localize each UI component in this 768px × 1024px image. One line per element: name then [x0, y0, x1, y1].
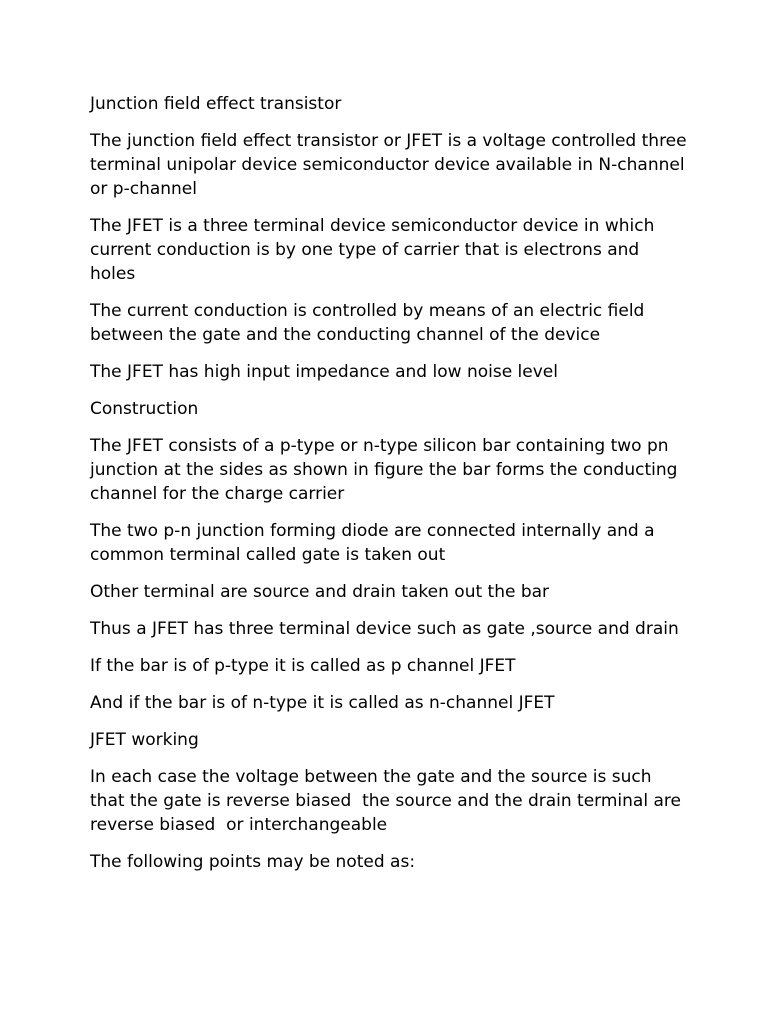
paragraph: And if the bar is of n-type it is called as n-channel JFET	[90, 693, 555, 713]
paragraph: The following points may be noted as:	[90, 852, 416, 872]
paragraph: If the bar is of p-type it is called as p channel JFET	[90, 656, 516, 676]
paragraph: Other terminal are source and drain taken out the bar	[90, 582, 550, 602]
paragraph: The JFET is a three terminal device semiconductor device in which current conduction is by one type of carrier that is electrons and holes	[90, 216, 660, 284]
heading-jfet-working: JFET working	[90, 730, 199, 750]
paragraph: The JFET consists of a p-type or n-type silicon bar containing two pn junction at the sides as shown in figure the bar forms the conducting channel for the charge carrier	[90, 436, 683, 504]
paragraph: Thus a JFET has three terminal device such as gate ,source and drain	[90, 619, 679, 639]
paragraph: In each case the voltage between the gate and the source is such that the gate is reverse biased the source and the drain terminal are reverse biased or interchangeable	[90, 767, 687, 835]
paragraph: The two p-n junction forming diode are connected internally and a common terminal called gate is taken out	[90, 521, 660, 565]
paragraph: The junction field effect transistor or JFET is a voltage controlled three terminal unipolar device semiconductor device available in N-channel or p-channel	[90, 131, 693, 199]
paragraph: The JFET has high input impedance and low noise level	[90, 362, 558, 382]
paragraph: The current conduction is controlled by means of an electric field between the gate and the conducting channel of the device	[90, 301, 650, 345]
heading-construction: Construction	[90, 399, 199, 419]
document-body	[90, 92, 693, 887]
heading-jfet-title: Junction field effect transistor	[90, 94, 342, 114]
